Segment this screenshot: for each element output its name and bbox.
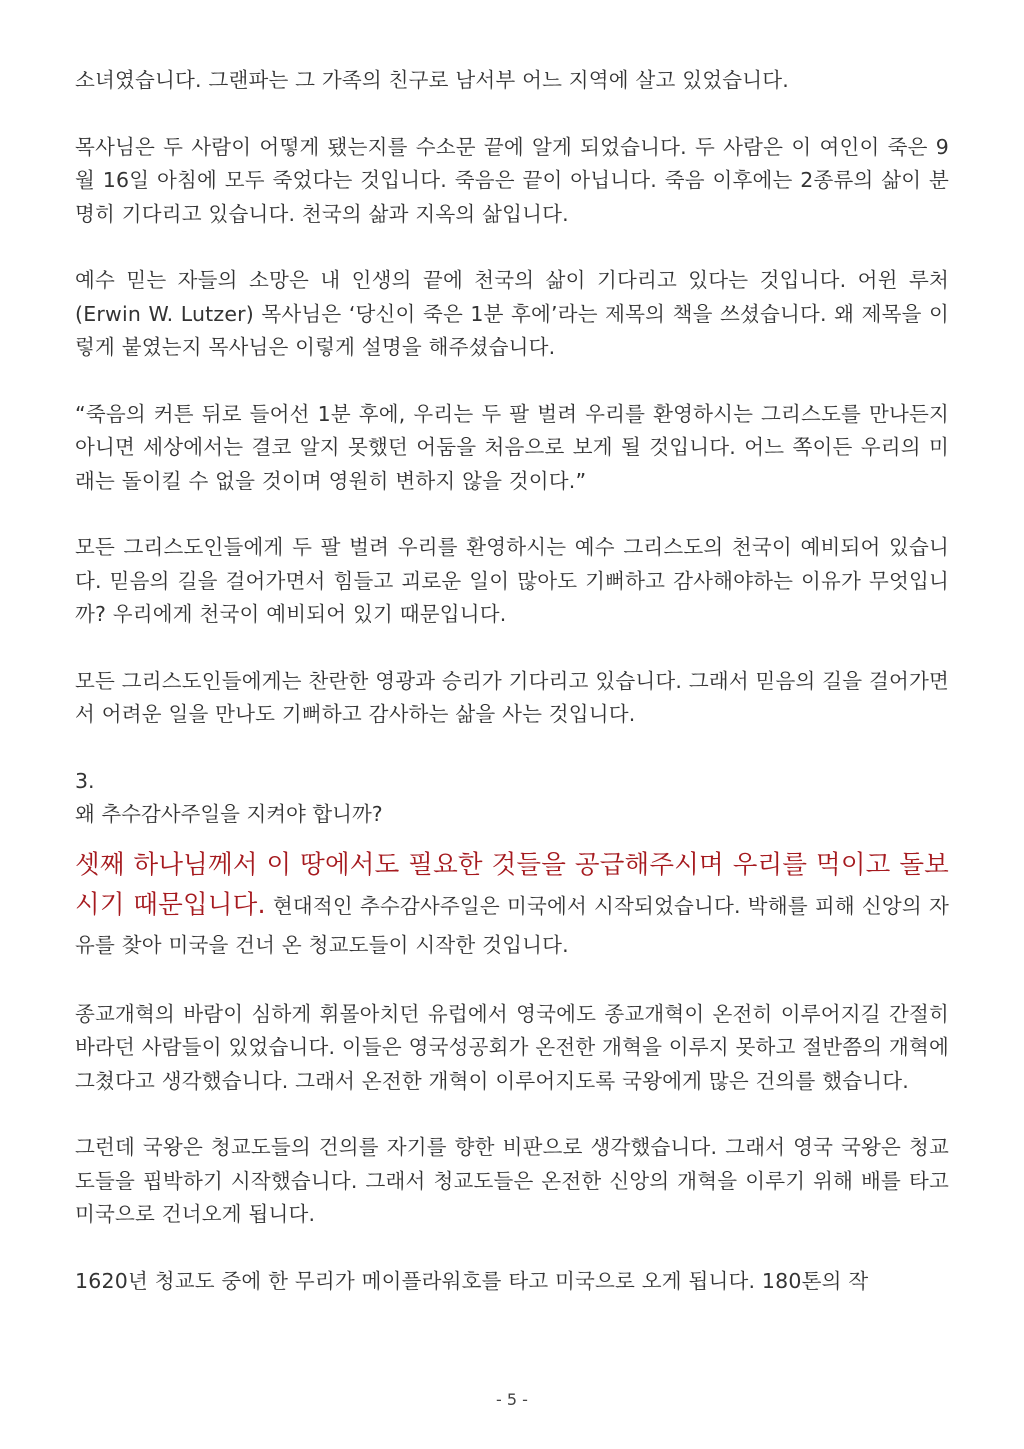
paragraph-2: 목사님은 두 사람이 어떻게 됐는지를 수소문 끝에 알게 되었습니다. 두 사람은 이 여인이 죽은 9월 16일 아침에 모두 죽었다는 것입니다. 죽음은 끝이 아닙니다. 죽음 이후에는 2종류의 삶이 분명히 기다리고 있습니다. 천국의 삶과 지옥의 삶입니다. xyxy=(75,134,949,226)
paragraph-8: 종교개혁의 바람이 심하게 휘몰아치던 유럽에서 영국에도 종교개혁이 온전히 이루어지길 간절히 바라던 사람들이 있었습니다. 이들은 영국성공회가 온전한 개혁을 이루지 못하고 절반쯤의 개혁에 그쳤다고 생각했습니다. 그래서 온전한 개혁이 이루어지도록 국왕에게 많은 건의를 했습니다. xyxy=(75,1001,949,1093)
section-question: 왜 추수감사주일을 지켜야 합니까? xyxy=(75,802,383,826)
page-number: - 5 - xyxy=(496,1390,528,1409)
paragraph-6: 모든 그리스도인들에게는 찬란한 영광과 승리가 기다리고 있습니다. 그래서 믿음의 길을 걸어가면서 어려운 일을 만나도 기뻐하고 감사하는 삶을 사는 것입니다. xyxy=(75,668,949,726)
highlighted-point: 셋째 하나님께서 이 땅에서도 필요한 것들을 공급해주시며 우리를 먹이고 돌보시기 때문입니다. xyxy=(75,849,949,920)
paragraph-10: 1620년 청교도 중에 한 무리가 메이플라워호를 타고 미국으로 오게 됩니다. 180톤의 작 xyxy=(75,1268,869,1293)
paragraph-7-body: 현대적인 추수감사주일은 미국에서 시작되었습니다. 박해를 피해 신앙의 자유를 찾아 미국을 건너 온 청교도들이 시작한 것입니다. xyxy=(75,893,949,957)
paragraph-7 xyxy=(75,846,949,965)
paragraph-9: 그런데 국왕은 청교도들의 건의를 자기를 향한 비판으로 생각했습니다. 그래서 영국 국왕은 청교도들을 핍박하기 시작했습니다. 그래서 청교도들은 온전한 신앙의 개혁을 이루기 위해 배를 타고 미국으로 건너오게 됩니다. xyxy=(75,1135,949,1226)
document-page xyxy=(75,64,949,1298)
paragraph-4-quote: “죽음의 커튼 뒤로 들어선 1분 후에, 우리는 두 팔 벌려 우리를 환영하시는 그리스도를 만나든지 아니면 세상에서는 결코 알지 못했던 어둠을 처음으로 보게 될 것입니다. 어느 쪽이든 우리의 미래는 돌이킬 수 없을 것이며 영원히 변하지 않을 것이다.” xyxy=(75,401,949,493)
section-number: 3. xyxy=(75,768,95,793)
paragraph-1: 소녀였습니다. 그랜파는 그 가족의 친구로 남서부 어느 지역에 살고 있었습니다. xyxy=(75,68,789,92)
paragraph-5: 모든 그리스도인들에게 두 팔 벌려 우리를 환영하시는 예수 그리스도의 천국이 예비되어 있습니다. 믿음의 길을 걸어가면서 힘들고 괴로운 일이 많아도 기뻐하고 감사해야하는 이유가 무엇입니까? 우리에게 천국이 예비되어 있기 때문입니다. xyxy=(75,535,949,626)
paragraph-3: 예수 믿는 자들의 소망은 내 인생의 끝에 천국의 삶이 기다리고 있다는 것입니다. 어윈 루처(Erwin W. Lutzer) 목사님은 ‘당신이 죽은 1분 후에’라는 제목의 책을 쓰셨습니다. 왜 제목을 이렇게 붙였는지 목사님은 이렇게 설명을 해주셨습니다. xyxy=(75,268,949,359)
